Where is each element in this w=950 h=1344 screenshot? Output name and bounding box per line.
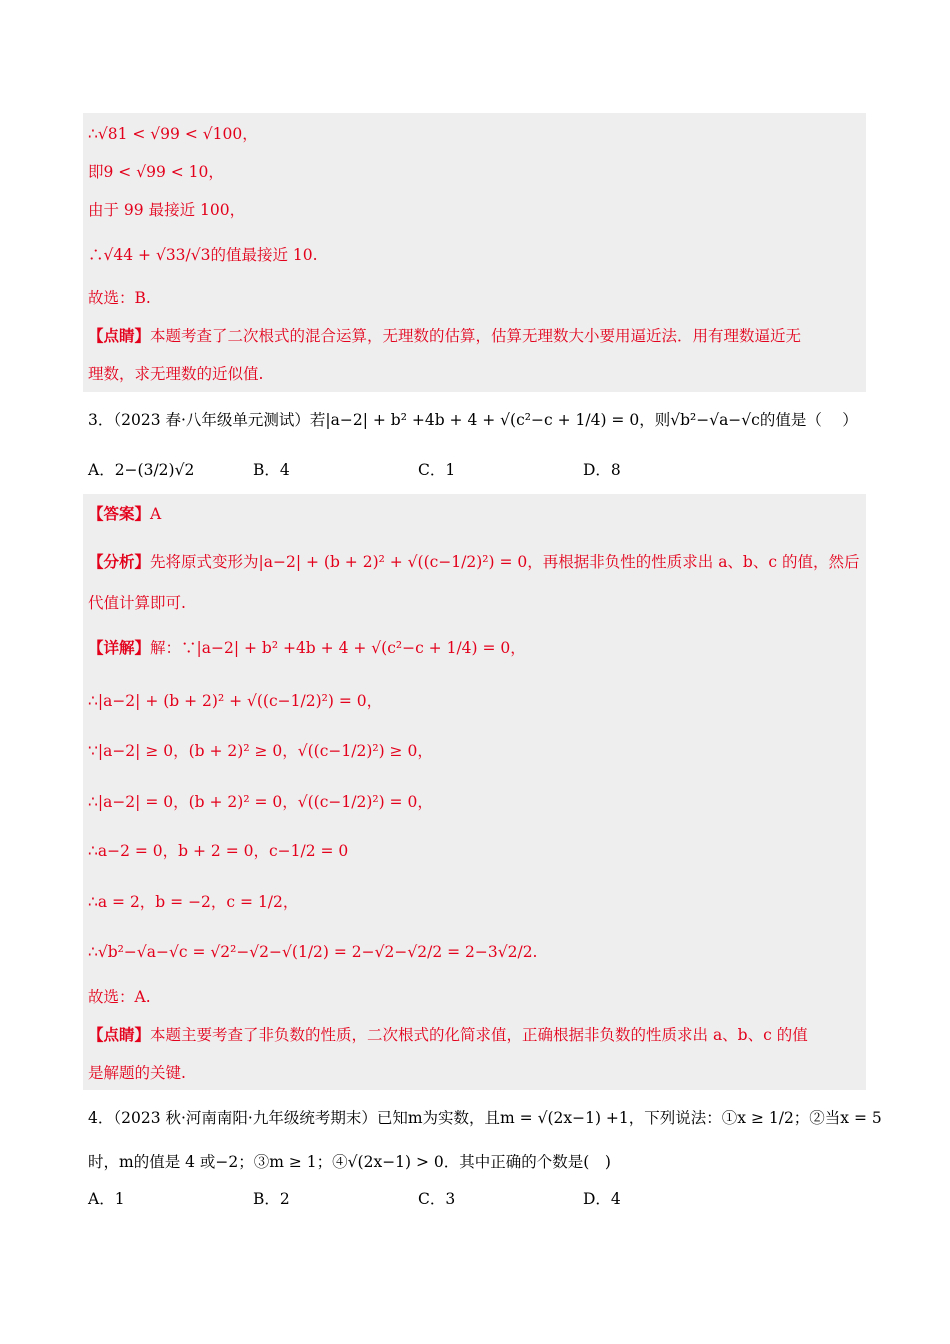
q4-option-a: A．1 (88, 1190, 125, 1208)
answer-tag: 【答案】 (88, 504, 151, 523)
detail-tag: 【详解】 (88, 638, 151, 657)
q4-option-b: B．2 (253, 1190, 290, 1208)
comment-text: 本题主要考查了非负数的性质，二次根式的化简求值，正确根据非负数的性质求出 a、b、c 的值 (150, 1026, 808, 1044)
q3-detail-line-5: ∴a−2 = 0，b + 2 = 0，c−1/2 = 0 (88, 842, 349, 860)
q3-option-c: C．1 (418, 461, 456, 479)
q3-analysis-line-1 (88, 552, 859, 572)
q3-comment-line-1 (88, 1025, 808, 1045)
q2-comment-line-2: 理数，求无理数的近似值. (88, 365, 264, 383)
comment-tag: 【点睛】 (88, 326, 151, 345)
q3-analysis-line-2: 代值计算即可. (88, 594, 186, 612)
q3-detail-line-6: ∴a = 2，b = −2，c = 1/2， (88, 893, 299, 911)
q3-option-d: D．8 (583, 461, 621, 479)
comment-text: 本题考查了二次根式的混合运算，无理数的估算，估算无理数大小要用逼近法．用有理数逼近无 (150, 327, 802, 345)
detail-text: 解：∵|a−2| + b² +4b + 4 + √(c²−c + 1/4) = 0， (150, 639, 526, 657)
q3-answer (88, 504, 161, 524)
q2-solution-line-1: ∴√81 < √99 < √100， (88, 125, 258, 143)
q4-stem-line-2: 时，m的值是 4 或−2；③m ≥ 1；④√(2x−1) > 0．其中正确的个数是( ) (88, 1153, 611, 1171)
q2-comment-line-1 (88, 326, 801, 346)
q3-comment-line-2: 是解题的关键. (88, 1064, 186, 1082)
q4-stem-line-1: 4．（2023 秋·河南南阳·九年级统考期末）已知m为实数，且m = √(2x−1) +1，下列说法：①x ≥ 1/2；②当x = 5 (88, 1109, 882, 1127)
analysis-tag: 【分析】 (88, 552, 151, 571)
q3-detail-line-1 (88, 638, 526, 658)
q2-solution-line-2: 即9 < √99 < 10， (88, 163, 224, 181)
q4-option-d: D．4 (583, 1190, 621, 1208)
q3-detail-line-4: ∴|a−2| = 0，(b + 2)² = 0，√((c−1/2)²) = 0， (88, 793, 433, 811)
q3-detail-line-7: ∴√b²−√a−√c = √2²−√2−√(1/2) = 2−√2−√2/2 = 2−3√2/2. (88, 943, 538, 961)
q3-final-choice: 故选：A. (88, 988, 151, 1006)
q2-solution-line-3: 由于 99 最接近 100， (88, 201, 246, 219)
q3-option-a: A．2−(3/2)√2 (88, 461, 195, 479)
answer-value: A (150, 505, 162, 523)
q3-stem: 3．（2023 春·八年级单元测试）若|a−2| + b² +4b + 4 + √(c²−c + 1/4) = 0，则√b²−√a−√c的值是（ ） (88, 411, 858, 429)
q3-detail-line-2: ∴|a−2| + (b + 2)² + √((c−1/2)²) = 0， (88, 692, 383, 710)
comment-tag: 【点睛】 (88, 1025, 151, 1044)
q3-option-b: B．4 (253, 461, 290, 479)
q2-solution-line-4: ∴√44 + √33/√3的值最接近 10. (88, 246, 318, 264)
q2-solution-choice: 故选：B. (88, 289, 151, 307)
analysis-text: 先将原式变形为|a−2| + (b + 2)² + √((c−1/2)²) = 0，再根据非负性的性质求出 a、b、c 的值，然后 (150, 553, 860, 571)
q4-option-c: C．3 (418, 1190, 456, 1208)
q3-detail-line-3: ∵|a−2| ≥ 0，(b + 2)² ≥ 0，√((c−1/2)²) ≥ 0， (88, 742, 433, 760)
